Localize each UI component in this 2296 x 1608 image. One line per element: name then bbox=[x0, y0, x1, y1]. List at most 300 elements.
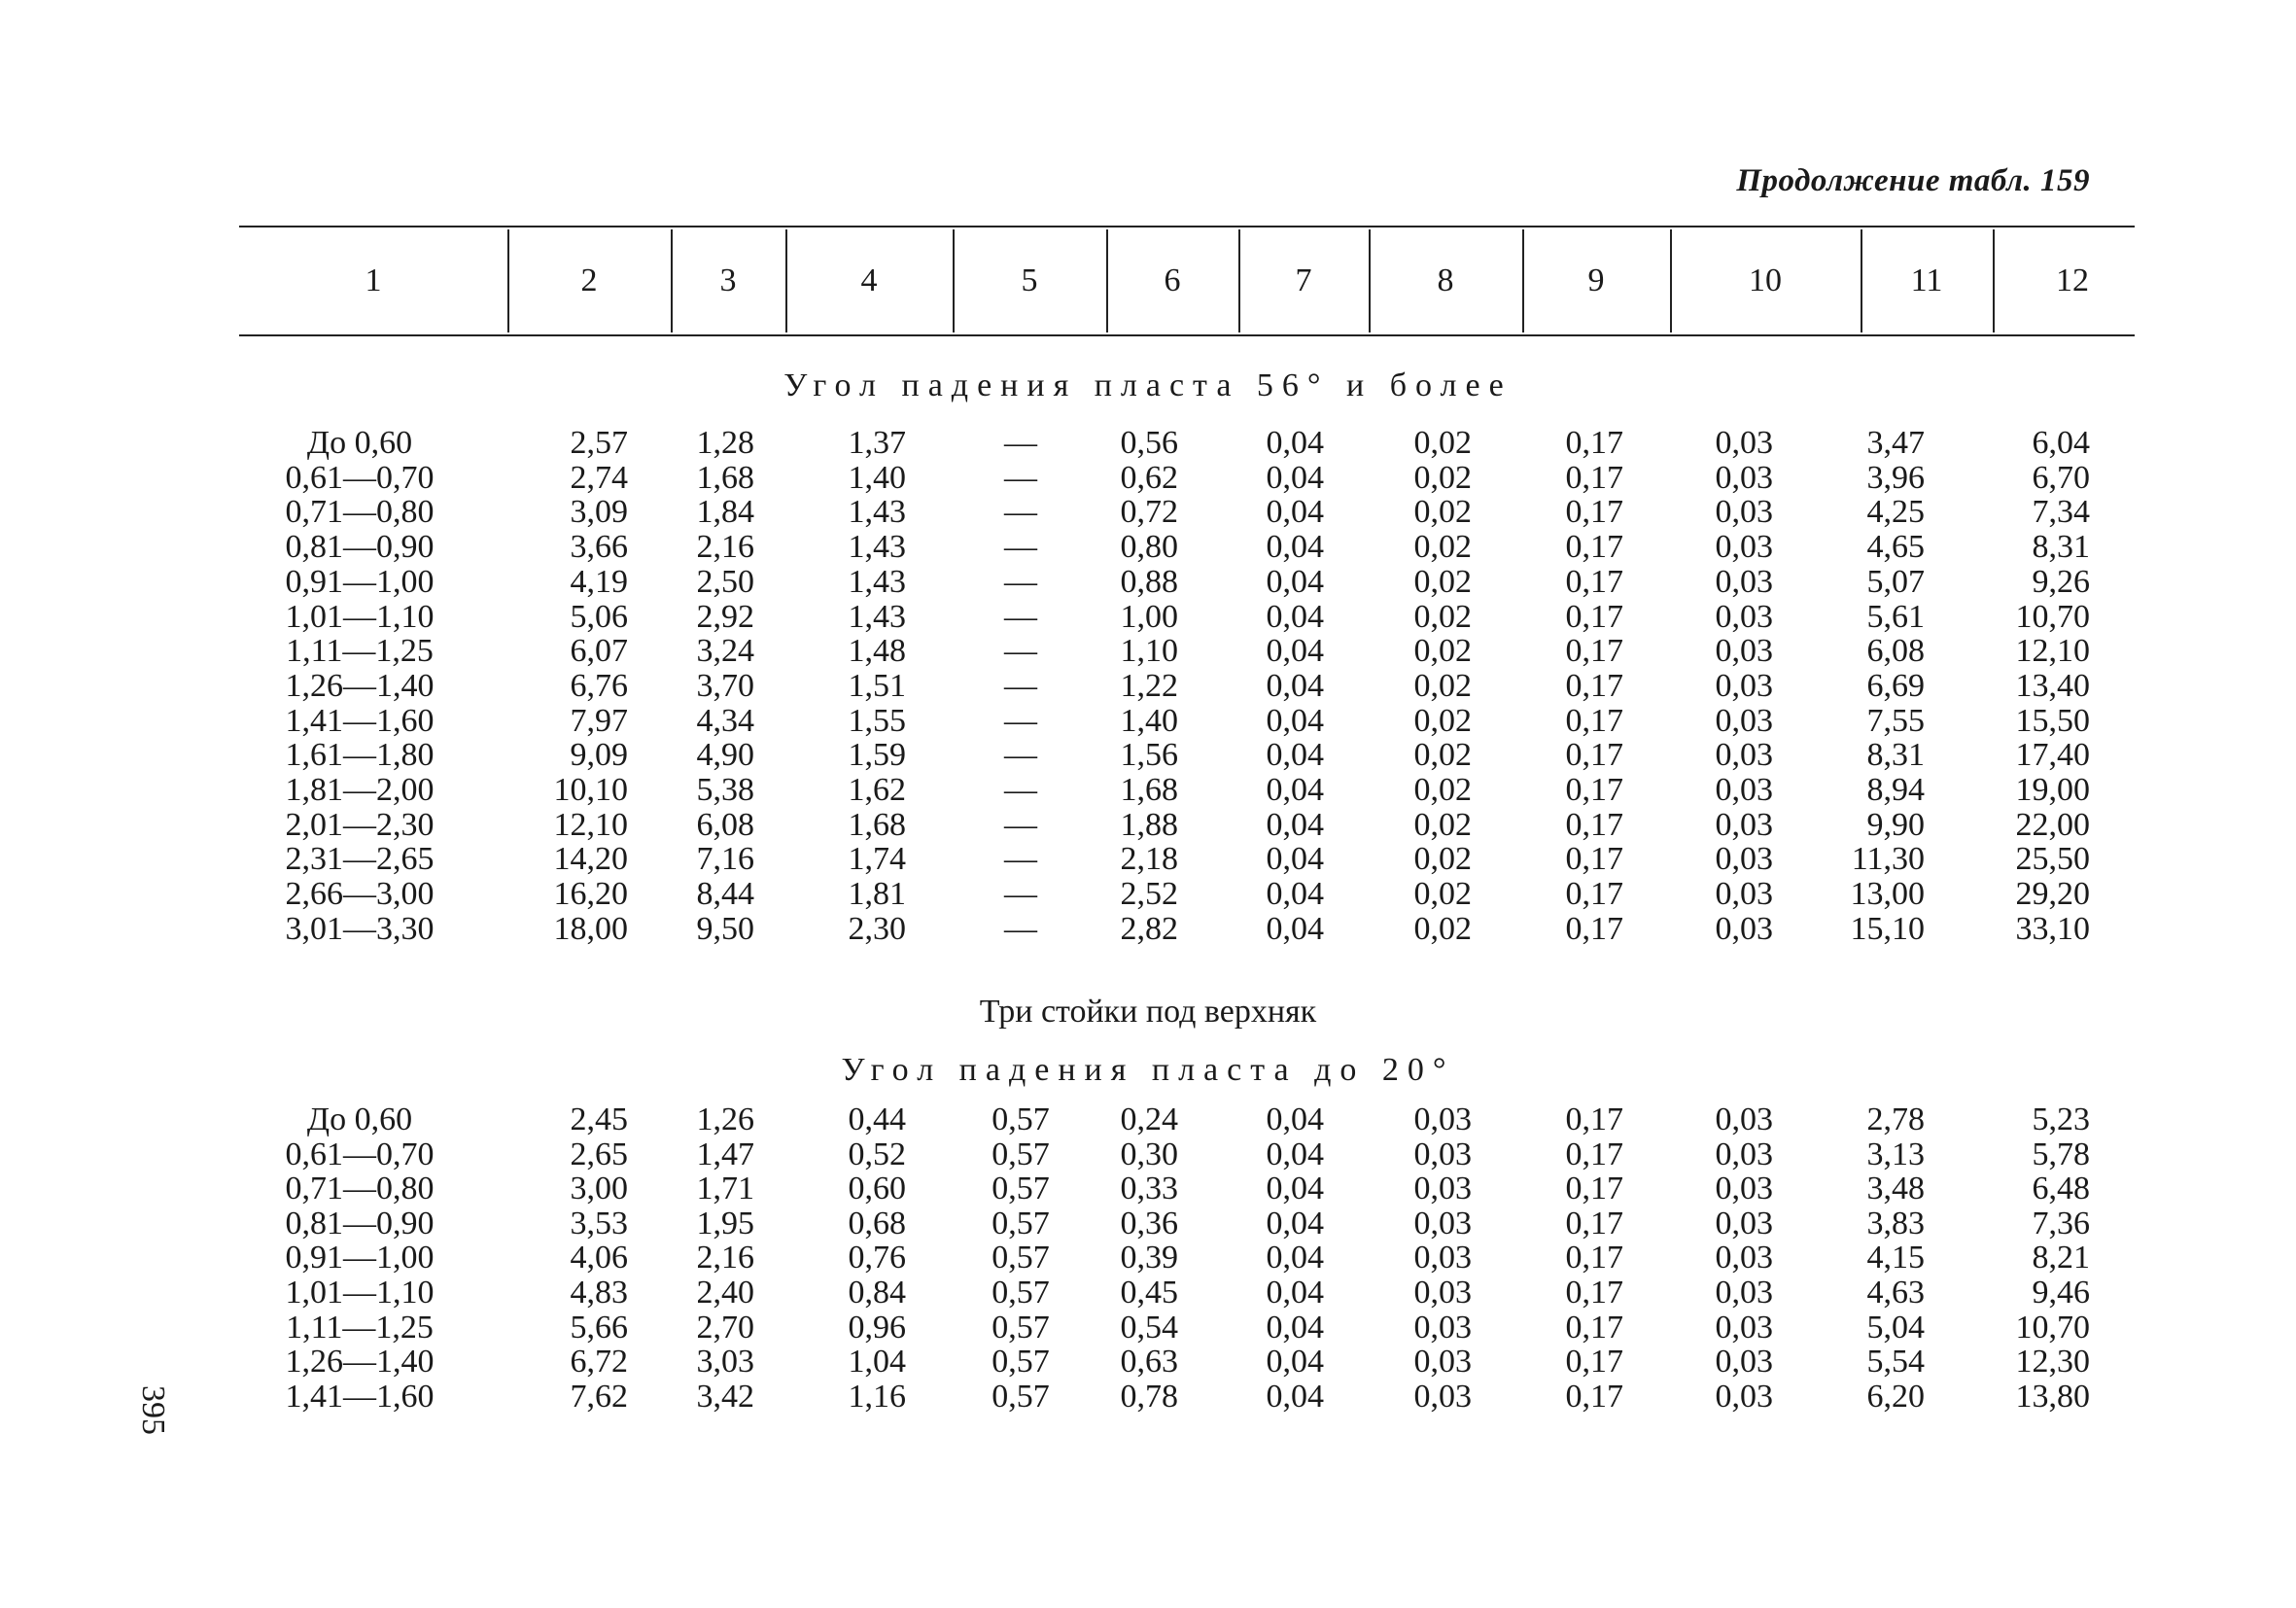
header-col-6: 6 bbox=[1164, 262, 1181, 298]
table-cell-col-9: 0,17 bbox=[1565, 1101, 1623, 1137]
table-cell-col-11: 6,20 bbox=[1866, 1378, 1925, 1415]
table-cell-col-10: 0,03 bbox=[1715, 1205, 1773, 1241]
table-cell-col-10: 0,03 bbox=[1715, 737, 1773, 774]
table-cell-col-9: 0,17 bbox=[1565, 772, 1623, 808]
table-cell-col-9: 0,17 bbox=[1565, 425, 1623, 461]
table-row bbox=[0, 1171, 2296, 1206]
table-cell-col-4: 0,68 bbox=[848, 1205, 906, 1241]
table-cell-col-7: 0,04 bbox=[1266, 1136, 1324, 1172]
table-cell-col-3: 3,24 bbox=[696, 633, 754, 670]
table-cell-col-5: — bbox=[1004, 737, 1037, 774]
table-cell-col-8: 0,03 bbox=[1413, 1101, 1472, 1137]
header-col-8: 8 bbox=[1437, 262, 1454, 298]
table-cell-col-2: 7,62 bbox=[570, 1378, 628, 1415]
table-row bbox=[0, 1311, 2296, 1346]
table-cell-col-4: 1,74 bbox=[848, 841, 906, 878]
table-cell-col-3: 2,70 bbox=[696, 1309, 754, 1346]
table-cell-col-12: 9,46 bbox=[2032, 1275, 2090, 1311]
table-cell-col-3: 1,68 bbox=[696, 459, 754, 496]
table-cell-col-12: 10,70 bbox=[2015, 1309, 2090, 1346]
table-cell-col-2: 3,00 bbox=[570, 1171, 628, 1207]
table-cell-col-10: 0,03 bbox=[1715, 1101, 1773, 1137]
table-cell-col-4: 1,59 bbox=[848, 737, 906, 774]
table-cell-col-7: 0,04 bbox=[1266, 1171, 1324, 1207]
table-cell-col-11: 3,47 bbox=[1866, 425, 1925, 461]
table-cell-col-1: 1,81—2,00 bbox=[285, 772, 435, 808]
table-cell-col-7: 0,04 bbox=[1266, 841, 1324, 878]
table-cell-col-5: — bbox=[1004, 841, 1037, 878]
table-cell-col-10: 0,03 bbox=[1715, 494, 1773, 531]
table-cell-col-7: 0,04 bbox=[1266, 1101, 1324, 1137]
table-cell-col-2: 2,45 bbox=[570, 1101, 628, 1137]
table-cell-col-1: 2,66—3,00 bbox=[285, 876, 435, 913]
table-cell-col-12: 13,80 bbox=[2015, 1378, 2090, 1415]
table-cell-col-12: 10,70 bbox=[2015, 598, 2090, 635]
table-cell-col-6: 1,40 bbox=[1120, 702, 1178, 739]
table-cell-col-11: 6,08 bbox=[1866, 633, 1925, 670]
table-cell-col-5: — bbox=[1004, 806, 1037, 843]
table-cell-col-1: 0,81—0,90 bbox=[285, 529, 435, 566]
table-cell-col-3: 2,16 bbox=[696, 1240, 754, 1276]
table-cell-col-6: 0,62 bbox=[1120, 459, 1178, 496]
header-col-11: 11 bbox=[1910, 262, 1943, 298]
table-cell-col-9: 0,17 bbox=[1565, 1344, 1623, 1381]
table-cell-col-1: До 0,60 bbox=[306, 425, 413, 461]
table-cell-col-11: 8,94 bbox=[1866, 772, 1925, 808]
table-cell-col-11: 4,15 bbox=[1866, 1240, 1925, 1276]
table-cell-col-4: 1,62 bbox=[848, 772, 906, 808]
table-cell-col-4: 1,40 bbox=[848, 459, 906, 496]
header-separator bbox=[1861, 229, 1862, 332]
table-cell-col-1: 0,71—0,80 bbox=[285, 494, 435, 531]
table-cell-col-10: 0,03 bbox=[1715, 1240, 1773, 1276]
table-cell-col-9: 0,17 bbox=[1565, 1309, 1623, 1346]
table-cell-col-9: 0,17 bbox=[1565, 1378, 1623, 1415]
table-cell-col-5: — bbox=[1004, 598, 1037, 635]
table-row bbox=[0, 773, 2296, 808]
table-row bbox=[0, 1102, 2296, 1137]
table-cell-col-7: 0,04 bbox=[1266, 1205, 1324, 1241]
header-separator bbox=[953, 229, 955, 332]
table-cell-col-2: 6,07 bbox=[570, 633, 628, 670]
table-row bbox=[0, 565, 2296, 600]
table-row bbox=[0, 495, 2296, 530]
section2-title: Угол падения пласта до 20° bbox=[841, 1052, 1455, 1088]
table-cell-col-11: 8,31 bbox=[1866, 737, 1925, 774]
table-cell-col-5: 0,57 bbox=[991, 1101, 1050, 1137]
table-cell-col-7: 0,04 bbox=[1266, 1309, 1324, 1346]
table-cell-col-12: 6,70 bbox=[2032, 459, 2090, 496]
table-cell-col-10: 0,03 bbox=[1715, 667, 1773, 704]
table-cell-col-11: 4,25 bbox=[1866, 494, 1925, 531]
table-cell-col-10: 0,03 bbox=[1715, 1275, 1773, 1311]
table-cell-col-6: 0,33 bbox=[1120, 1171, 1178, 1207]
table-cell-col-8: 0,02 bbox=[1413, 459, 1472, 496]
table-cell-col-11: 11,30 bbox=[1851, 841, 1925, 878]
table-cell-col-7: 0,04 bbox=[1266, 563, 1324, 600]
table-cell-col-4: 1,48 bbox=[848, 633, 906, 670]
table-cell-col-11: 5,54 bbox=[1866, 1344, 1925, 1381]
table-cell-col-2: 4,19 bbox=[570, 563, 628, 600]
table-row bbox=[0, 1380, 2296, 1415]
table-cell-col-3: 4,34 bbox=[696, 702, 754, 739]
table-cell-col-9: 0,17 bbox=[1565, 1171, 1623, 1207]
table-cell-col-6: 2,52 bbox=[1120, 876, 1178, 913]
table-cell-col-6: 1,10 bbox=[1120, 633, 1178, 670]
table-cell-col-2: 12,10 bbox=[553, 806, 628, 843]
table-cell-col-10: 0,03 bbox=[1715, 1344, 1773, 1381]
table-cell-col-8: 0,02 bbox=[1413, 529, 1472, 566]
table-cell-col-5: 0,57 bbox=[991, 1275, 1050, 1311]
table-cell-col-2: 4,06 bbox=[570, 1240, 628, 1276]
table-cell-col-7: 0,04 bbox=[1266, 1344, 1324, 1381]
table-cell-col-12: 19,00 bbox=[2015, 772, 2090, 808]
table-row bbox=[0, 1206, 2296, 1241]
table-cell-col-5: 0,57 bbox=[991, 1309, 1050, 1346]
header-separator bbox=[1238, 229, 1240, 332]
table-cell-col-3: 2,50 bbox=[696, 563, 754, 600]
table-cell-col-2: 2,74 bbox=[570, 459, 628, 496]
table-cell-col-3: 1,47 bbox=[696, 1136, 754, 1172]
table-cell-col-5: — bbox=[1004, 702, 1037, 739]
table-cell-col-1: 2,31—2,65 bbox=[285, 841, 435, 878]
table-cell-col-9: 0,17 bbox=[1565, 1240, 1623, 1276]
table-cell-col-10: 0,03 bbox=[1715, 841, 1773, 878]
table-cell-col-7: 0,04 bbox=[1266, 910, 1324, 947]
table-cell-col-11: 3,13 bbox=[1866, 1136, 1925, 1172]
table-cell-col-10: 0,03 bbox=[1715, 772, 1773, 808]
table-cell-col-3: 2,16 bbox=[696, 529, 754, 566]
table-cell-col-2: 2,57 bbox=[570, 425, 628, 461]
table-cell-col-8: 0,02 bbox=[1413, 806, 1472, 843]
table-cell-col-12: 7,34 bbox=[2032, 494, 2090, 531]
table-cell-col-12: 13,40 bbox=[2015, 667, 2090, 704]
section1-title: Угол падения пласта 56° и более bbox=[783, 367, 1513, 403]
table-cell-col-12: 22,00 bbox=[2015, 806, 2090, 843]
table-cell-col-6: 0,54 bbox=[1120, 1309, 1178, 1346]
table-cell-col-5: 0,57 bbox=[991, 1205, 1050, 1241]
table-cell-col-11: 5,04 bbox=[1866, 1309, 1925, 1346]
table-cell-col-6: 0,30 bbox=[1120, 1136, 1178, 1172]
table-cell-col-8: 0,02 bbox=[1413, 563, 1472, 600]
table-cell-col-9: 0,17 bbox=[1565, 1136, 1623, 1172]
table-cell-col-3: 3,42 bbox=[696, 1378, 754, 1415]
table-cell-col-5: — bbox=[1004, 563, 1037, 600]
table-cell-col-5: — bbox=[1004, 910, 1037, 947]
table-cell-col-12: 15,50 bbox=[2015, 702, 2090, 739]
table-cell-col-4: 2,30 bbox=[848, 910, 906, 947]
table-cell-col-3: 6,08 bbox=[696, 806, 754, 843]
table-cell-col-4: 1,68 bbox=[848, 806, 906, 843]
table-cell-col-9: 0,17 bbox=[1565, 563, 1623, 600]
table-cell-col-10: 0,03 bbox=[1715, 876, 1773, 913]
table-cell-col-1: 0,91—1,00 bbox=[285, 563, 435, 600]
table-cell-col-1: 0,71—0,80 bbox=[285, 1171, 435, 1207]
table-cell-col-4: 1,16 bbox=[848, 1378, 906, 1415]
table-cell-col-3: 4,90 bbox=[696, 737, 754, 774]
table-cell-col-1: 1,11—1,25 bbox=[286, 1309, 434, 1346]
table-cell-col-8: 0,02 bbox=[1413, 841, 1472, 878]
header-col-1: 1 bbox=[365, 262, 382, 298]
table-cell-col-1: 1,01—1,10 bbox=[285, 598, 435, 635]
table-cell-col-8: 0,03 bbox=[1413, 1378, 1472, 1415]
table-cell-col-9: 0,17 bbox=[1565, 1205, 1623, 1241]
table-cell-col-9: 0,17 bbox=[1565, 737, 1623, 774]
table-row bbox=[0, 426, 2296, 461]
table-cell-col-11: 3,96 bbox=[1866, 459, 1925, 496]
table-cell-col-12: 25,50 bbox=[2015, 841, 2090, 878]
table-cell-col-2: 3,09 bbox=[570, 494, 628, 531]
header-separator bbox=[671, 229, 673, 332]
table-cell-col-5: — bbox=[1004, 772, 1037, 808]
table-cell-col-4: 1,43 bbox=[848, 563, 906, 600]
table-cell-col-5: 0,57 bbox=[991, 1344, 1050, 1381]
table-caption: Продолжение табл. 159 bbox=[1736, 163, 2090, 198]
table-cell-col-1: 1,41—1,60 bbox=[285, 1378, 435, 1415]
table-cell-col-7: 0,04 bbox=[1266, 494, 1324, 531]
table-cell-col-5: 0,57 bbox=[991, 1136, 1050, 1172]
table-cell-col-9: 0,17 bbox=[1565, 702, 1623, 739]
table-cell-col-5: — bbox=[1004, 459, 1037, 496]
table-cell-col-12: 5,23 bbox=[2032, 1101, 2090, 1137]
table-cell-col-4: 1,37 bbox=[848, 425, 906, 461]
table-cell-col-6: 0,72 bbox=[1120, 494, 1178, 531]
table-cell-col-10: 0,03 bbox=[1715, 1136, 1773, 1172]
header-col-5: 5 bbox=[1021, 262, 1038, 298]
table-cell-col-5: 0,57 bbox=[991, 1240, 1050, 1276]
table-cell-col-8: 0,03 bbox=[1413, 1171, 1472, 1207]
table-cell-col-11: 3,48 bbox=[1866, 1171, 1925, 1207]
table-cell-col-2: 7,97 bbox=[570, 702, 628, 739]
table-cell-col-7: 0,04 bbox=[1266, 1275, 1324, 1311]
table-row bbox=[0, 1241, 2296, 1276]
table-cell-col-8: 0,03 bbox=[1413, 1344, 1472, 1381]
table-cell-col-3: 2,92 bbox=[696, 598, 754, 635]
table-cell-col-1: 1,26—1,40 bbox=[285, 1344, 435, 1381]
table-cell-col-2: 18,00 bbox=[553, 910, 628, 947]
table-cell-col-6: 1,22 bbox=[1120, 667, 1178, 704]
table-cell-col-9: 0,17 bbox=[1565, 1275, 1623, 1311]
page-number: 395 bbox=[135, 1385, 171, 1435]
table-cell-col-6: 2,82 bbox=[1120, 910, 1178, 947]
table-cell-col-6: 2,18 bbox=[1120, 841, 1178, 878]
table-cell-col-8: 0,03 bbox=[1413, 1205, 1472, 1241]
table-cell-col-11: 5,61 bbox=[1866, 598, 1925, 635]
table-cell-col-12: 29,20 bbox=[2015, 876, 2090, 913]
table-row bbox=[0, 530, 2296, 565]
table-cell-col-11: 4,65 bbox=[1866, 529, 1925, 566]
table-cell-col-5: — bbox=[1004, 876, 1037, 913]
table-cell-col-1: 1,26—1,40 bbox=[285, 667, 435, 704]
table-cell-col-8: 0,02 bbox=[1413, 910, 1472, 947]
table-cell-col-3: 9,50 bbox=[696, 910, 754, 947]
header-separator bbox=[507, 229, 509, 332]
table-row bbox=[0, 1137, 2296, 1172]
table-cell-col-7: 0,04 bbox=[1266, 667, 1324, 704]
table-cell-col-8: 0,02 bbox=[1413, 633, 1472, 670]
table-cell-col-4: 0,76 bbox=[848, 1240, 906, 1276]
table-cell-col-3: 8,44 bbox=[696, 876, 754, 913]
table-cell-col-10: 0,03 bbox=[1715, 425, 1773, 461]
table-cell-col-6: 0,24 bbox=[1120, 1101, 1178, 1137]
table-cell-col-7: 0,04 bbox=[1266, 702, 1324, 739]
table-cell-col-9: 0,17 bbox=[1565, 494, 1623, 531]
table-cell-col-12: 12,10 bbox=[2015, 633, 2090, 670]
table-cell-col-4: 0,52 bbox=[848, 1136, 906, 1172]
table-row bbox=[0, 461, 2296, 496]
table-cell-col-5: — bbox=[1004, 425, 1037, 461]
table-cell-col-9: 0,17 bbox=[1565, 633, 1623, 670]
table-cell-col-3: 1,84 bbox=[696, 494, 754, 531]
table-cell-col-8: 0,02 bbox=[1413, 494, 1472, 531]
table-cell-col-4: 0,96 bbox=[848, 1309, 906, 1346]
table-cell-col-2: 14,20 bbox=[553, 841, 628, 878]
table-cell-col-6: 1,88 bbox=[1120, 806, 1178, 843]
table-cell-col-11: 6,69 bbox=[1866, 667, 1925, 704]
table-cell-col-10: 0,03 bbox=[1715, 459, 1773, 496]
table-cell-col-7: 0,04 bbox=[1266, 425, 1324, 461]
table-cell-col-6: 0,78 bbox=[1120, 1378, 1178, 1415]
table-cell-col-1: 1,11—1,25 bbox=[286, 633, 434, 670]
table-cell-col-7: 0,04 bbox=[1266, 529, 1324, 566]
header-bottom-rule bbox=[239, 334, 2135, 336]
header-separator bbox=[1993, 229, 1995, 332]
table-cell-col-9: 0,17 bbox=[1565, 459, 1623, 496]
table-cell-col-6: 0,63 bbox=[1120, 1344, 1178, 1381]
section2-heading: Три стойки под верхняк bbox=[979, 994, 1317, 1030]
table-cell-col-5: — bbox=[1004, 667, 1037, 704]
table-cell-col-8: 0,02 bbox=[1413, 876, 1472, 913]
table-cell-col-8: 0,02 bbox=[1413, 772, 1472, 808]
table-row bbox=[0, 634, 2296, 669]
table-cell-col-1: 1,01—1,10 bbox=[285, 1275, 435, 1311]
table-cell-col-2: 5,66 bbox=[570, 1309, 628, 1346]
table-cell-col-2: 6,76 bbox=[570, 667, 628, 704]
table-cell-col-7: 0,04 bbox=[1266, 737, 1324, 774]
table-cell-col-6: 0,36 bbox=[1120, 1205, 1178, 1241]
table-cell-col-12: 6,04 bbox=[2032, 425, 2090, 461]
header-col-3: 3 bbox=[719, 262, 737, 298]
table-row bbox=[0, 704, 2296, 739]
header-separator bbox=[1369, 229, 1371, 332]
table-cell-col-10: 0,03 bbox=[1715, 1378, 1773, 1415]
table-cell-col-12: 5,78 bbox=[2032, 1136, 2090, 1172]
table-cell-col-7: 0,04 bbox=[1266, 772, 1324, 808]
table-cell-col-12: 12,30 bbox=[2015, 1344, 2090, 1381]
table-cell-col-8: 0,03 bbox=[1413, 1309, 1472, 1346]
table-cell-col-4: 0,44 bbox=[848, 1101, 906, 1137]
table-cell-col-6: 0,45 bbox=[1120, 1275, 1178, 1311]
table-cell-col-4: 1,55 bbox=[848, 702, 906, 739]
table-cell-col-8: 0,03 bbox=[1413, 1240, 1472, 1276]
table-cell-col-4: 1,51 bbox=[848, 667, 906, 704]
table-cell-col-2: 9,09 bbox=[570, 737, 628, 774]
header-col-9: 9 bbox=[1587, 262, 1605, 298]
table-cell-col-9: 0,17 bbox=[1565, 598, 1623, 635]
table-cell-col-6: 1,56 bbox=[1120, 737, 1178, 774]
table-cell-col-9: 0,17 bbox=[1565, 910, 1623, 947]
table-cell-col-2: 10,10 bbox=[553, 772, 628, 808]
table-cell-col-6: 0,39 bbox=[1120, 1240, 1178, 1276]
table-cell-col-2: 5,06 bbox=[570, 598, 628, 635]
table-cell-col-8: 0,03 bbox=[1413, 1136, 1472, 1172]
table-cell-col-10: 0,03 bbox=[1715, 702, 1773, 739]
table-cell-col-3: 1,95 bbox=[696, 1205, 754, 1241]
table-cell-col-10: 0,03 bbox=[1715, 529, 1773, 566]
table-row bbox=[0, 877, 2296, 912]
table-cell-col-4: 0,60 bbox=[848, 1171, 906, 1207]
table-cell-col-2: 4,83 bbox=[570, 1275, 628, 1311]
table-cell-col-3: 2,40 bbox=[696, 1275, 754, 1311]
table-cell-col-10: 0,03 bbox=[1715, 1171, 1773, 1207]
table-cell-col-11: 2,78 bbox=[1866, 1101, 1925, 1137]
table-cell-col-7: 0,04 bbox=[1266, 633, 1324, 670]
table-cell-col-10: 0,03 bbox=[1715, 806, 1773, 843]
table-cell-col-11: 9,90 bbox=[1866, 806, 1925, 843]
table-cell-col-4: 0,84 bbox=[848, 1275, 906, 1311]
table-row bbox=[0, 1345, 2296, 1380]
table-cell-col-4: 1,81 bbox=[848, 876, 906, 913]
table-cell-col-1: 0,61—0,70 bbox=[285, 1136, 435, 1172]
table-row bbox=[0, 1276, 2296, 1311]
table-cell-col-6: 1,00 bbox=[1120, 598, 1178, 635]
table-cell-col-4: 1,43 bbox=[848, 494, 906, 531]
table-cell-col-1: 1,41—1,60 bbox=[285, 702, 435, 739]
table-cell-col-11: 13,00 bbox=[1850, 876, 1925, 913]
header-separator bbox=[1522, 229, 1524, 332]
table-cell-col-1: 2,01—2,30 bbox=[285, 806, 435, 843]
table-cell-col-12: 8,21 bbox=[2032, 1240, 2090, 1276]
table-cell-col-9: 0,17 bbox=[1565, 529, 1623, 566]
table-cell-col-2: 3,66 bbox=[570, 529, 628, 566]
table-cell-col-7: 0,04 bbox=[1266, 876, 1324, 913]
header-separator bbox=[785, 229, 787, 332]
table-cell-col-1: 0,91—1,00 bbox=[285, 1240, 435, 1276]
table-cell-col-8: 0,03 bbox=[1413, 1275, 1472, 1311]
table-cell-col-1: 0,61—0,70 bbox=[285, 459, 435, 496]
table-row bbox=[0, 600, 2296, 635]
table-row bbox=[0, 738, 2296, 773]
table-cell-col-8: 0,02 bbox=[1413, 737, 1472, 774]
table-cell-col-7: 0,04 bbox=[1266, 459, 1324, 496]
table-cell-col-1: 3,01—3,30 bbox=[285, 910, 435, 947]
table-cell-col-7: 0,04 bbox=[1266, 1378, 1324, 1415]
header-col-7: 7 bbox=[1295, 262, 1312, 298]
table-cell-col-12: 33,10 bbox=[2015, 910, 2090, 947]
table-row bbox=[0, 912, 2296, 947]
table-cell-col-8: 0,02 bbox=[1413, 425, 1472, 461]
header-col-2: 2 bbox=[580, 262, 598, 298]
table-cell-col-10: 0,03 bbox=[1715, 633, 1773, 670]
table-cell-col-5: 0,57 bbox=[991, 1378, 1050, 1415]
table-cell-col-5: — bbox=[1004, 529, 1037, 566]
table-cell-col-7: 0,04 bbox=[1266, 1240, 1324, 1276]
table-cell-col-3: 5,38 bbox=[696, 772, 754, 808]
table-row bbox=[0, 842, 2296, 877]
table-cell-col-11: 5,07 bbox=[1866, 563, 1925, 600]
table-cell-col-9: 0,17 bbox=[1565, 806, 1623, 843]
header-top-rule bbox=[239, 226, 2135, 227]
table-cell-col-12: 9,26 bbox=[2032, 563, 2090, 600]
table-cell-col-10: 0,03 bbox=[1715, 563, 1773, 600]
table-cell-col-12: 17,40 bbox=[2015, 737, 2090, 774]
table-cell-col-2: 6,72 bbox=[570, 1344, 628, 1381]
header-separator bbox=[1106, 229, 1108, 332]
table-cell-col-6: 1,68 bbox=[1120, 772, 1178, 808]
table-cell-col-4: 1,04 bbox=[848, 1344, 906, 1381]
table-cell-col-5: — bbox=[1004, 633, 1037, 670]
table-cell-col-9: 0,17 bbox=[1565, 876, 1623, 913]
